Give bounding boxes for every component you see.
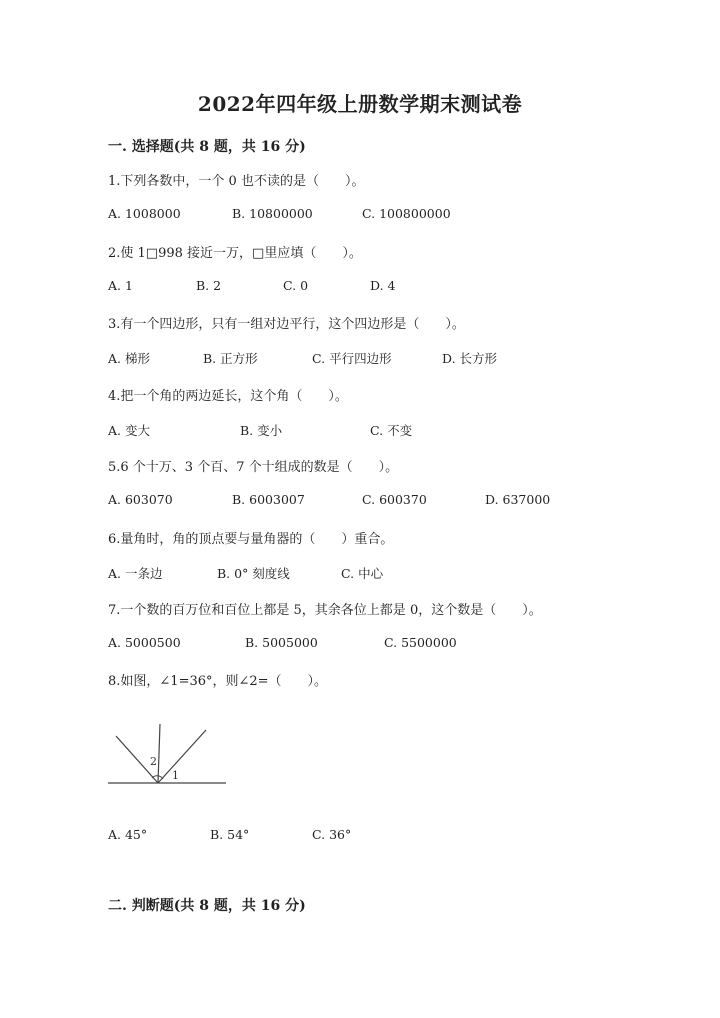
q1-option-a: A. 1008000 [108,206,181,221]
q5-option-b: B. 6003007 [232,492,305,507]
question-6: 6.量角时，角的顶点要与量角器的（ ）重合。 [108,532,394,547]
q8-option-c: C. 36° [312,827,352,842]
section-heading-choice: 一. 选择题(共 8 题，共 16 分) [108,139,306,155]
question-7: 7.一个数的百万位和百位上都是 5，其余各位上都是 0，这个数是（ ）。 [108,603,542,618]
q4-option-b: B. 变小 [240,423,283,438]
page-title: 2022年四年级上册数学期末测试卷 [197,92,523,116]
question-5: 5.6 个十万、3 个百、7 个十组成的数是（ ）。 [108,460,399,475]
q5-option-a: A. 603070 [108,492,173,507]
section-heading-judgment: 二. 判断题(共 8 题，共 16 分) [108,898,306,914]
question-2: 2.使 1□998 接近一万，□里应填（ ）。 [108,246,362,261]
q2-option-b: B. 2 [196,278,222,293]
q7-option-b: B. 5005000 [245,635,318,650]
q4-option-c: C. 不变 [370,423,413,438]
question-8: 8.如图，∠1=36°，则∠2=（ ）。 [108,674,328,689]
q3-option-a: A. 梯形 [108,351,150,366]
q6-option-a: A. 一条边 [108,566,163,581]
angle-figure [108,718,228,798]
q7-option-a: A. 5000500 [108,635,181,650]
q3-option-c: C. 平行四边形 [312,351,392,366]
q8-option-a: A. 45° [108,827,148,842]
q3-option-b: B. 正方形 [203,351,258,366]
q6-option-b: B. 0° 刻度线 [217,566,290,581]
q1-option-c: C. 100800000 [362,206,451,221]
q2-option-c: C. 0 [283,278,309,293]
question-1: 1.下列各数中，一个 0 也不读的是（ ）。 [108,174,365,189]
q3-option-d: D. 长方形 [442,351,498,366]
q2-option-d: D. 4 [370,278,396,293]
q1-option-b: B. 10800000 [232,206,313,221]
q5-option-d: D. 637000 [485,492,551,507]
angle-2-label: 2 [150,755,157,768]
q7-option-c: C. 5500000 [384,635,457,650]
angle-1-label: 1 [172,769,179,782]
q5-option-c: C. 600370 [362,492,427,507]
question-3: 3.有一个四边形，只有一组对边平行，这个四边形是（ ）。 [108,317,465,332]
q2-option-a: A. 1 [108,278,133,293]
question-4: 4.把一个角的两边延长，这个角（ ）。 [108,389,348,404]
q6-option-c: C. 中心 [341,566,384,581]
q8-option-b: B. 54° [210,827,250,842]
q4-option-a: A. 变大 [108,423,150,438]
